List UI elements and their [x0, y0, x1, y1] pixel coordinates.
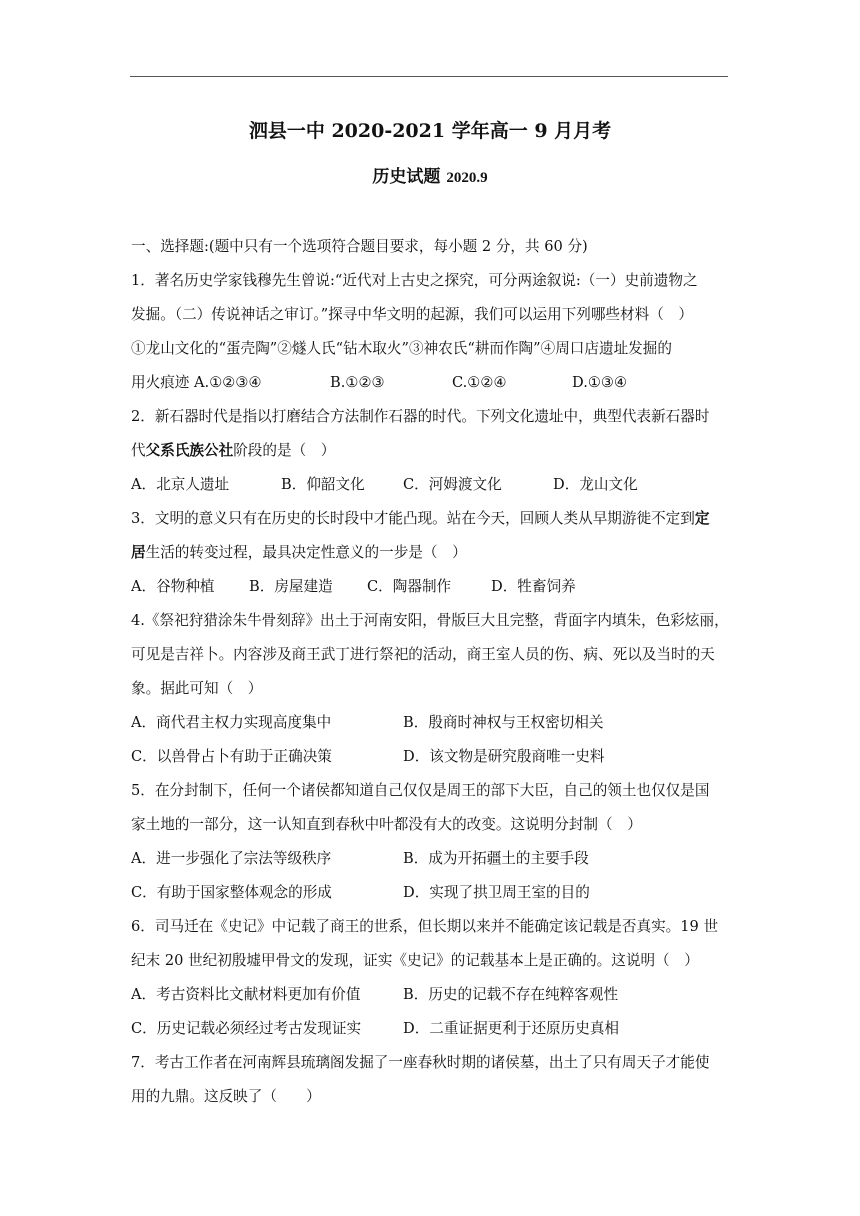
- q4-option-a[interactable]: A．商代君主权力实现高度集中: [131, 714, 332, 731]
- q2-line2: [131, 434, 731, 468]
- q7-line2: 用的九鼎。这反映了（ ）: [131, 1088, 321, 1105]
- q1-option-c[interactable]: C.①②④: [452, 374, 507, 391]
- q6-option-d[interactable]: D．二重证据更利于还原历史真相: [403, 1020, 620, 1037]
- q3-line2: [131, 536, 731, 570]
- q1-line2: 发掘。（二）传说神话之审订。”探寻中华文明的起源，我们可以运用下列哪些材料（ ）: [131, 306, 694, 323]
- q3-option-a[interactable]: A．谷物种植: [131, 578, 215, 595]
- q2-option-a[interactable]: A．北京人遗址: [131, 476, 230, 493]
- q4-option-d[interactable]: D．该文物是研究殷商唯一史料: [403, 748, 605, 765]
- q5-options-row1: [131, 842, 731, 876]
- q1-line1: 1．著名历史学家钱穆先生曾说:“近代对上古史之探究，可分两途叙说:（一）史前遗物之: [131, 272, 698, 289]
- q5-line2: 家土地的一部分，这一认知直到春秋中叶都没有大的改变。这说明分封制（ ）: [131, 816, 642, 833]
- exam-date: 2020.9: [446, 170, 488, 186]
- q2-options: [131, 468, 731, 502]
- q4-option-b[interactable]: B．殷商时神权与王权密切相关: [403, 714, 604, 731]
- q6-options-row2: [131, 1012, 731, 1046]
- q1-option-b[interactable]: B.①②③: [330, 374, 385, 391]
- header-rule: [130, 76, 728, 77]
- q5-option-b[interactable]: B．成为开拓疆土的主要手段: [403, 850, 589, 867]
- q5-options-row2: [131, 876, 731, 910]
- q1-line3: ①龙山文化的“蛋壳陶”②燧人氏“钻木取火”③神农氏“耕而作陶”④周口店遗址发掘的: [131, 340, 672, 357]
- q3-options: [131, 570, 731, 604]
- exam-title: 泗县一中 2020-2021 学年高一 9 月月考: [248, 120, 612, 142]
- q6-option-c[interactable]: C．历史记载必须经过考古发现证实: [131, 1020, 362, 1037]
- q3-keyword-part1: 定: [694, 510, 710, 527]
- q2-line2-pre: 代: [131, 442, 146, 459]
- q7-line1: 7．考古工作者在河南辉县琉璃阁发掘了一座春秋时期的诸侯墓，出土了只有周天子才能使: [131, 1054, 710, 1071]
- q3-line1-pre: 3．文明的意义只有在历史的长时段中才能凸现。站在今天，回顾人类从早期游徙不定到: [131, 510, 695, 527]
- q4-option-c[interactable]: C．以兽骨占卜有助于正确决策: [131, 748, 332, 765]
- exam-subtitle: [0, 162, 860, 187]
- q3-option-d[interactable]: D．牲畜饲养: [491, 578, 576, 595]
- q2-option-b[interactable]: B．仰韶文化: [281, 476, 365, 493]
- q6-option-a[interactable]: A．考古资料比文献材料更加有价值: [131, 986, 361, 1003]
- q6-line2: 纪末 20 世纪初殷墟甲骨文的发现，证实《史记》的记载基本上是正确的。这说明（ ）: [131, 952, 699, 969]
- q5-option-c[interactable]: C．有助于国家整体观念的形成: [131, 884, 332, 901]
- q1-options: [131, 366, 731, 400]
- q3-line1: [131, 502, 731, 536]
- q4-line2: 可见是吉祥卜。内容涉及商王武丁进行祭祀的活动，商王室人员的伤、病、死以及当时的天: [131, 646, 715, 663]
- question-list: [131, 230, 731, 1114]
- q6-options-row1: [131, 978, 731, 1012]
- q4-options-row2: [131, 740, 731, 774]
- q6-option-b[interactable]: B．历史的记载不存在纯粹客观性: [403, 986, 619, 1003]
- q4-options-row1: [131, 706, 731, 740]
- q5-option-d[interactable]: D．实现了拱卫周王室的目的: [403, 884, 590, 901]
- q1-line4-prefix: 用火痕迹: [131, 374, 195, 391]
- q4-line3: 象。据此可知（ ）: [131, 680, 263, 697]
- q3-line2-post: 生活的转变过程，最具决定性意义的一步是（ ）: [145, 544, 467, 561]
- q5-line1: 5．在分封制下，任何一个诸侯都知道自己仅仅是周王的部下大臣，自己的领土也仅仅是国: [131, 782, 710, 799]
- q2-option-c[interactable]: C．河姆渡文化: [403, 476, 502, 493]
- q2-line2-post: 阶段的是（ ）: [233, 442, 336, 459]
- q1-option-a[interactable]: A.①②③④: [194, 374, 262, 391]
- q2-option-d[interactable]: D．龙山文化: [553, 476, 638, 493]
- q2-line1: 2．新石器时代是指以打磨结合方法制作石器的时代。下列文化遗址中，典型代表新石器时: [131, 408, 710, 425]
- q3-option-b[interactable]: B．房屋建造: [249, 578, 333, 595]
- q6-line1: 6．司马迁在《史记》中记载了商王的世系，但长期以来并不能确定该记载是否真实。19 世: [131, 918, 719, 935]
- q5-option-a[interactable]: A．进一步强化了宗法等级秩序: [131, 850, 332, 867]
- section-heading: 一、选择题:(题中只有一个选项符合题目要求，每小题 2 分，共 60 分): [131, 238, 588, 255]
- q4-line1: 4.《祭祀狩猎涂朱牛骨刻辞》出土于河南安阳，骨版巨大且完整，背面字内填朱，色彩炫丽，: [131, 612, 729, 629]
- q3-keyword-part2: 居: [131, 544, 146, 561]
- q3-option-c[interactable]: C．陶器制作: [367, 578, 452, 595]
- subject-label: 历史试题: [372, 167, 441, 187]
- q1-option-d[interactable]: D.①③④: [572, 374, 628, 391]
- q2-keyword: 父系氏族公社: [145, 442, 234, 459]
